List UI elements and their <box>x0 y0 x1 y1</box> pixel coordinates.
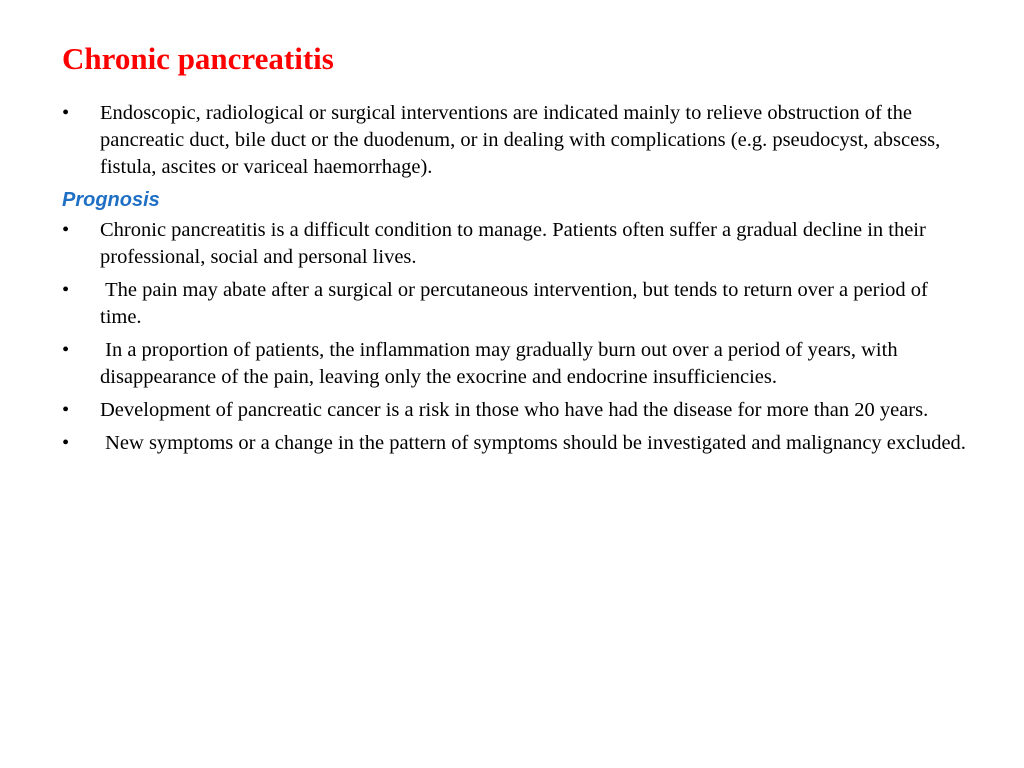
slide-title: Chronic pancreatitis <box>62 41 334 76</box>
bullet-text: Endoscopic, radiological or surgical interventions are indicated mainly to relieve obstruction of the pancreatic duct, bile duct or the duodenum, or in dealing with complications (e.g. pseudocyst, abscess, fistula, ascites or variceal haemorrhage). <box>100 102 941 178</box>
bullet-marker: • <box>62 279 70 301</box>
slide-content <box>62 100 972 463</box>
bullet-item <box>62 337 972 391</box>
section-heading-prognosis: Prognosis <box>62 189 160 211</box>
bullet-text: Development of pancreatic cancer is a risk in those who have had the disease for more than 20 years. <box>100 399 929 421</box>
bullet-item <box>62 397 972 424</box>
bullet-marker: • <box>62 432 70 454</box>
bullet-item <box>62 217 972 271</box>
bullet-marker: • <box>62 219 70 241</box>
bullet-item <box>62 100 972 181</box>
bullet-text: In a proportion of patients, the inflammation may gradually burn out over a period of years, with disappearance of the pain, leaving only the exocrine and endocrine insufficiencies. <box>100 339 903 388</box>
bullet-item <box>62 277 972 331</box>
bullet-text: The pain may abate after a surgical or percutaneous intervention, but tends to return over a period of time. <box>100 279 933 328</box>
bullet-item <box>62 430 972 457</box>
bullet-marker: • <box>62 399 70 421</box>
bullet-marker: • <box>62 102 70 124</box>
bullet-text: New symptoms or a change in the pattern of symptoms should be investigated and malignancy excluded. <box>100 432 966 454</box>
bullet-text: Chronic pancreatitis is a difficult condition to manage. Patients often suffer a gradual decline in their professional, social and personal lives. <box>100 219 926 268</box>
bullet-marker: • <box>62 339 70 361</box>
